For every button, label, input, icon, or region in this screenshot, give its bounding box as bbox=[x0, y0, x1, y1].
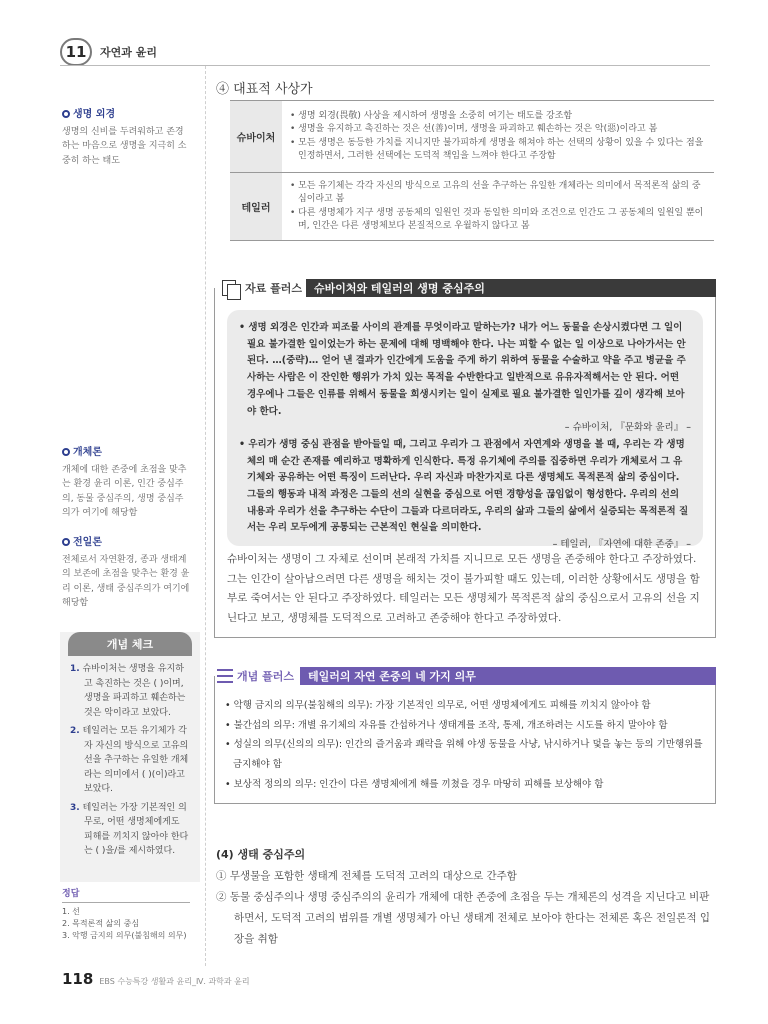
answer-label: 정답 bbox=[62, 888, 190, 903]
duty-item: • 불간섭의 의무: 개별 유기체의 자유를 간섭하거나 생태계를 조작, 통제, 개조하려는 시도를 하지 말아야 함 bbox=[225, 719, 668, 731]
data-plus-title: 슈바이처와 테일러의 생명 중심주의 bbox=[306, 279, 716, 297]
note-title: 생명 외경 bbox=[73, 109, 116, 120]
answer-box bbox=[62, 888, 190, 942]
quote-source: – 슈바이처, 『문화와 윤리』 – bbox=[564, 422, 691, 434]
note-text: 생명의 신비를 두려워하고 존경하는 마음으로 생명을 지극히 소중히 하는 태도 bbox=[62, 126, 187, 166]
note-text: 개체에 대한 존중에 초점을 맞추는 환경 윤리 이론, 인간 중심주의, 동물 중심주의, 생명 중심주의가 여기에 해당함 bbox=[62, 464, 187, 518]
thinker-desc: • 모든 유기체는 각각 자신의 방식으로 고유의 선을 추구하는 유일한 개체라는 의미에서 목적론적 삶의 중심이라고 봄 • 다른 생명체가 지구 생명 공동체의 일원인 것과 동일한 의미와 조건으로 인간도 그 공동체의 일원일 뿐이며, 인간은 다른 생명체보다 본질적으로 우월하지 않다고 봄 bbox=[282, 173, 714, 241]
note-text: 전체로서 자연환경, 종과 생태계의 보존에 초점을 맞추는 환경 윤리 이론, 생태 중심주의가 여기에 해당함 bbox=[62, 554, 190, 608]
check-item: 1. 슈바이처는 생명을 유지하고 촉진하는 것은 ( )이며, 생명을 파괴하고 훼손하는 것은 악이라고 보았다. bbox=[70, 664, 186, 718]
concept-check-box bbox=[60, 632, 200, 882]
list-item: ① 무생물을 포함한 생태계 전체를 도덕적 고려의 대상으로 간주함 bbox=[216, 870, 517, 882]
quote-taylor: • 우리가 생명 중심 관점을 받아들일 때, 그리고 우리가 그 관점에서 자연계와 생명을 볼 때, 우리는 각 생명체의 매 순간 존재를 예리하고 명확하게 인식한다. 특정 유기체에 주의를 집중하면 우리가 개체로서 그 유기체와 공유하는 어떤 특징이 드러난다. 우리 자신과 마찬가지로 다른 생명체도 목적론적 삶의 중심이다. 그들의 행동과 내적 과정은 그들의 선의 실현을 중심으로 어떤 경향성을 끊임없이 형성한다. 우리의 선의 내용과 우리가 선을 추구하는 수단이 그들과 다르더라도, 우리의 삶과 그들의 삶에서 실증되는 목적론적 질서는 우리 모두에게 공통되는 근본적인 현실을 의미한다. bbox=[239, 438, 689, 534]
answer-item: 3. 악행 금지의 의무(불침해의 의무) bbox=[62, 931, 187, 940]
duty-item: • 성실의 의무(신의의 의무): 인간의 즐거움과 쾌락을 위해 야생 동물을 사냥, 낚시하거나 덫을 놓는 등의 기만행위를 금지해야 함 bbox=[225, 739, 703, 771]
footer-text: EBS 수능특강 생활과 윤리_Ⅳ. 과학과 윤리 bbox=[99, 977, 250, 986]
concept-plus-tag: 개념 플러스 bbox=[237, 670, 294, 683]
chapter-title: 자연과 윤리 bbox=[100, 46, 157, 59]
sidebar-note-1 bbox=[62, 108, 190, 168]
header-rule bbox=[60, 65, 710, 66]
list-item: ② 동물 중심주의나 생명 중심주의의 윤리가 개체에 대한 존중에 초점을 두는 개체론의 성격을 지닌다고 비판하면서, 도덕적 고려의 범위를 개별 생명체가 아닌 생태계 전체로 보아야 한다는 전체론 혹은 전일론적 입장을 취함 bbox=[216, 891, 711, 945]
bullet-icon bbox=[62, 448, 70, 456]
bullet-icon bbox=[62, 538, 70, 546]
answer-item: 1. 선 bbox=[62, 907, 80, 916]
sidebar-note-2 bbox=[62, 446, 190, 521]
check-item: 3. 테일러는 가장 기본적인 의무로, 어떤 생명체에게도 피해를 끼치지 않아야 한다는 ( )을/를 제시하였다. bbox=[70, 802, 189, 856]
concept-check-title: 개념 체크 bbox=[68, 632, 192, 656]
subsection-heading: (4) 생태 중심주의 bbox=[216, 848, 306, 861]
thinker-name: 테일러 bbox=[230, 173, 282, 241]
page-number: 118 bbox=[62, 970, 94, 988]
bullet-icon bbox=[62, 110, 70, 118]
quote-source: – 테일러, 『자연에 대한 존중』 – bbox=[552, 539, 691, 551]
duty-item: • 악행 금지의 의무(불침해의 의무): 가장 기본적인 의무로, 어떤 생명체에게도 피해를 끼치지 않아야 함 bbox=[225, 700, 651, 711]
answer-item: 2. 목적론적 삶의 중심 bbox=[62, 919, 140, 928]
table-row bbox=[230, 101, 714, 173]
quote-area bbox=[227, 310, 703, 551]
chapter-header bbox=[60, 38, 157, 66]
thinkers-table bbox=[230, 100, 714, 241]
page-footer bbox=[62, 970, 250, 988]
duty-item: • 보상적 정의의 의무: 인간이 다른 생명체에게 해를 끼쳤을 경우 마땅히 피해를 보상해야 함 bbox=[225, 778, 604, 790]
table-row bbox=[230, 173, 714, 241]
concept-plus-box bbox=[214, 670, 716, 804]
data-plus-tag: 자료 플러스 bbox=[241, 280, 306, 296]
list-icon bbox=[217, 669, 233, 683]
chapter-number: 11 bbox=[60, 38, 92, 66]
data-plus-box bbox=[214, 282, 716, 638]
note-title: 전일론 bbox=[73, 537, 102, 548]
note-title: 개체론 bbox=[73, 447, 102, 458]
thinker-name: 슈바이처 bbox=[230, 101, 282, 173]
sidebar-note-3 bbox=[62, 536, 190, 611]
document-icon bbox=[219, 278, 241, 298]
section-heading: ④ 대표적 사상가 bbox=[216, 82, 313, 97]
check-item: 2. 테일러는 모든 유기체가 각자 자신의 방식으로 고유의 선을 추구하는 유일한 개체라는 의미에서 ( )(이)라고 보았다. bbox=[70, 726, 189, 794]
thinker-desc: • 생명 외경(畏敬) 사상을 제시하여 생명을 소중히 여기는 태도를 강조함 • 생명을 유지하고 촉진하는 것은 선(善)이며, 생명을 파괴하고 훼손하는 것은 악(惡)이라고 봄 • 모든 생명은 동등한 가치를 지니지만 불가피하게 생명을 해쳐야 하는 선택의 상황이 있을 수 있다는 점을 인정하면서, 그러한 선택에는 도덕적 책임을 느껴야 한다고 주장함 bbox=[282, 101, 714, 173]
concept-plus-title: 테일러의 자연 존중의 네 가지 의무 bbox=[300, 667, 716, 685]
quote-schweitzer: • 생명 외경은 인간과 피조물 사이의 관계를 무엇이라고 말하는가? 내가 어느 동물을 손상시켰다면 그 일이 필요 불가결한 일이었는가 하는 문제에 대해 명백해야 한다. 나는 피할 수 없는 일 이상으로 나아가서는 안 된다. …(중략)… 얻어 낸 결과가 인간에게 도움을 주게 하기 위하여 동물을 수술하고 약을 주고 병균을 주사하는 사람은 이 잔인한 행위가 가치 있는 목적을 수반한다고 일반적으로 유유자적해서는 안 된다. 어떤 경우에나 그들은 인류를 위해서 동물을 희생시키는 일이 실제로 필요 불가결한 일인가를 깊이 생각해 보아야 한다. bbox=[239, 322, 686, 417]
summary-text: 슈바이처는 생명이 그 자체로 선이며 본래적 가치를 지니므로 모든 생명을 존중해야 한다고 주장하였다. 그는 인간이 살아남으려면 다른 생명을 해치는 것이 불가피할 때도 있는데, 이러한 상황에서도 생명을 함부로 죽여서는 안 된다고 주장하였다. 테일러는 모든 생명체가 목적론적 삶의 중심으로서 고유의 선을 지닌다고 보고, 생명체를 도덕적으로 고려하고 존중해야 한다고 주장하였다. bbox=[227, 553, 700, 624]
column-divider bbox=[205, 66, 206, 966]
subsection-body bbox=[216, 866, 714, 950]
